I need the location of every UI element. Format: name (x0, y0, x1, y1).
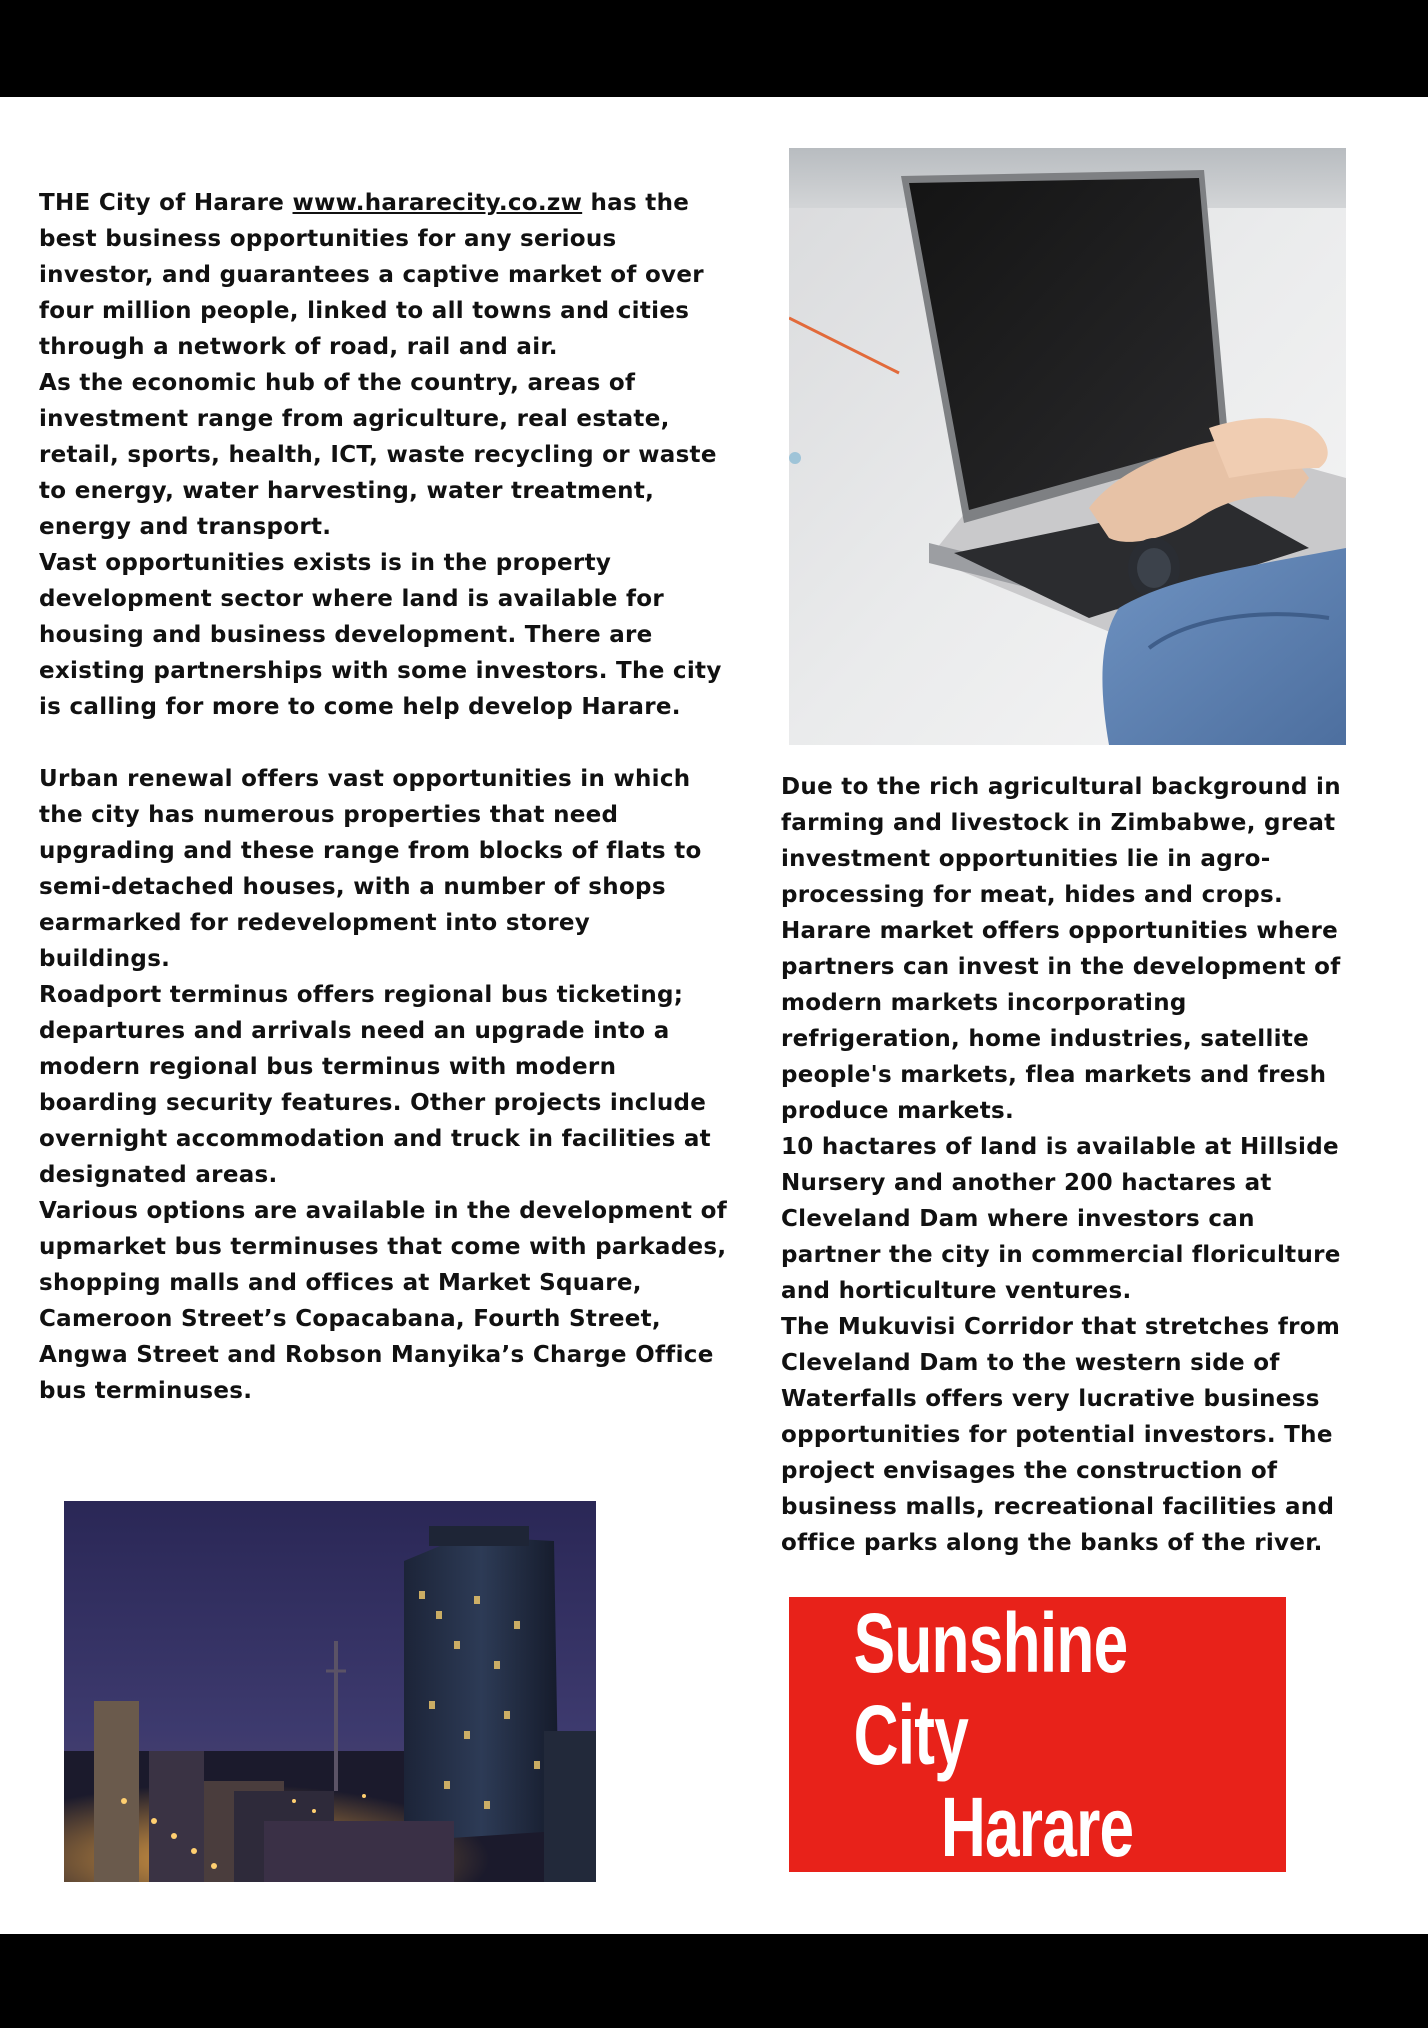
property-development-paragraph: Vast opportunities exists is in the property development sector where land is available for housing and business development. There are existing partnerships with some investors. The city is calling for more to come help develop Harare. (39, 550, 722, 720)
left-article-column (39, 185, 729, 1409)
sunshine-city-banner (789, 1597, 1286, 1872)
mukuvisi-corridor-paragraph: The Mukuvisi Corridor that stretches from Cleveland Dam to the western side of Waterfalls offers very lucrative business opportunities for potential investors. The project envisages the construction of business malls, recreational facilities and office parks along the banks of the river. (781, 1314, 1341, 1556)
banner-line-1: Sunshine City (853, 1595, 1128, 1782)
intro-text: THE City of Harare (39, 190, 293, 216)
paragraph-gap (39, 725, 729, 761)
roadport-paragraph: Roadport terminus offers regional bus ticketing; departures and arrivals need an upgrade into a modern regional bus terminus with modern boarding security features. Other projects include overnight accommodation and truck in facilities at designated areas. (39, 982, 711, 1188)
city-night-photo (64, 1501, 596, 1882)
banner-line-2: Harare (941, 1779, 1134, 1874)
right-article-column (781, 769, 1361, 1561)
urban-renewal-paragraph: Urban renewal offers vast opportunities in which the city has numerous properties that need upgrading and these range from blocks of flats to semi-detached houses, with a number of shops earmarked for redevelopment into storey buildings. (39, 766, 702, 972)
city-website-link[interactable]: www.hararecity.co.zw (292, 190, 583, 216)
hillside-nursery-paragraph: 10 hactares of land is available at Hillside Nursery and another 200 hactares at Cleveland Dam where investors can partner the city in commercial floriculture and horticulture ventures. (781, 1134, 1341, 1304)
intro-text-continued: has the best business opportunities for any serious investor, and guarantees a captive market of over four million people, linked to all towns and cities through a network of road, rail and air. (39, 190, 704, 360)
agriculture-paragraph: Due to the rich agricultural background in farming and livestock in Zimbabwe, great investment opportunities lie in agro-processing for meat, hides and crops. (781, 774, 1341, 908)
laptop-photo (789, 148, 1346, 745)
harare-market-paragraph: Harare market offers opportunities where partners can invest in the development of modern markets incorporating refrigeration, home industries, satellite people's markets, flea markets and fresh produce markets. (781, 918, 1341, 1124)
top-black-band (0, 0, 1428, 97)
economic-hub-paragraph: As the economic hub of the country, areas of investment range from agriculture, real estate, retail, sports, health, ICT, waste recycling or waste to energy, water harvesting, water treatment, energy and transport. (39, 370, 717, 540)
bottom-black-band (0, 1934, 1428, 2028)
intro-paragraph (39, 185, 729, 365)
bus-terminuses-paragraph: Various options are available in the development of upmarket bus terminuses that come with parkades, shopping malls and offices at Market Square, Cameroon Street’s Copacabana, Fourth Street, Angwa Street and Robson Manyika’s Charge Office bus terminuses. (39, 1198, 728, 1404)
